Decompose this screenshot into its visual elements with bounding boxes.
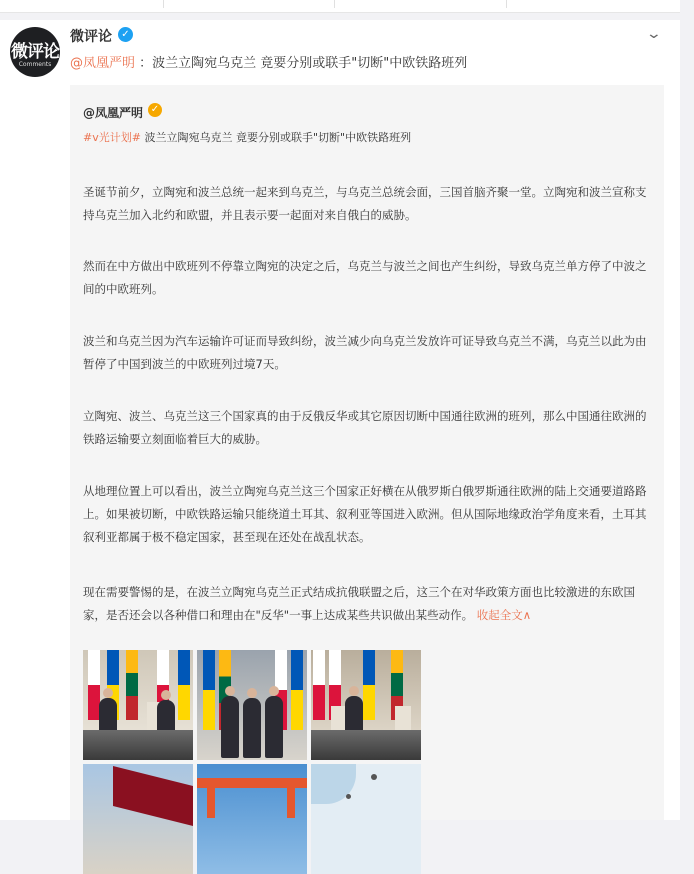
verified-badge-icon: ✓ <box>118 27 133 42</box>
tab-separator <box>506 0 507 8</box>
topic-tag-link[interactable]: #v光计划# <box>83 131 141 144</box>
topic-text: 波兰立陶宛乌克兰 竟要分别或联手"切断"中欧铁路班列 <box>140 131 412 144</box>
chevron-down-icon[interactable]: ⌄ <box>645 26 663 42</box>
collapse-label: 收起全文 <box>476 608 523 622</box>
person <box>243 698 261 758</box>
paragraph: 立陶宛、波兰、乌克兰这三个国家真的由于反俄反华或其它原因切断中国通往欧洲的班列，那么中国通往欧洲的铁路运输要立刻面临着巨大的威胁。 <box>83 409 647 446</box>
avatar-logo-subtext: Comments <box>18 61 52 68</box>
tab-separator <box>334 0 335 8</box>
train-car <box>113 766 193 826</box>
avatar[interactable] <box>10 27 60 77</box>
tab-separator <box>163 0 164 8</box>
flag-lithuania <box>126 650 138 720</box>
post-body: ：波兰立陶宛乌克兰 竟要分别或联手"切断"中欧铁路班列 <box>135 56 468 71</box>
person-head <box>349 686 359 696</box>
post-image-thumbnail[interactable] <box>83 764 193 874</box>
avatar-logo-text: 微评论 <box>11 42 59 62</box>
person-head <box>161 690 171 700</box>
quoted-topic-line <box>83 129 411 145</box>
post-image-thumbnail[interactable] <box>197 650 307 760</box>
post-text <box>70 52 467 71</box>
collapse-text-link[interactable] <box>477 608 531 622</box>
paragraph-text: 现在需要警惕的是，在波兰立陶宛乌克兰正式结成抗俄联盟之后，这三个在对华政策方面也比较激进的东欧国家，是否还会以各种借口和理由在"反华"一事上达成某些共识做出某些动作。 <box>83 585 635 622</box>
person-head <box>103 688 113 698</box>
person <box>221 696 239 758</box>
person-head <box>225 686 235 696</box>
person-head <box>269 686 279 696</box>
flag-ukraine <box>203 650 215 730</box>
flag-ukraine <box>363 650 375 720</box>
crane-leg <box>287 788 295 818</box>
post-image-thumbnail[interactable] <box>197 764 307 874</box>
person <box>265 696 283 758</box>
flag-ukraine <box>291 650 303 730</box>
person-head <box>247 688 257 698</box>
flag-ukraine <box>178 650 190 720</box>
crowd <box>311 730 421 760</box>
crane-leg <box>207 788 215 818</box>
post-image-thumbnail[interactable] <box>311 650 421 760</box>
map-marker-icon <box>371 774 377 780</box>
post-image-thumbnail[interactable] <box>83 650 193 760</box>
post-image-thumbnail[interactable] <box>311 764 421 874</box>
mention-link[interactable]: @凤凰严明 <box>70 56 136 71</box>
account-name[interactable]: 微评论 <box>70 29 112 45</box>
map-marker-icon <box>346 794 351 799</box>
paragraph-last <box>83 581 655 627</box>
paragraph: 圣诞节前夕，立陶宛和波兰总统一起来到乌克兰，与乌克兰总统会面，三国首脑齐聚一堂。立陶宛和波兰宣称支持乌克兰加入北约和欧盟，并且表示要一起面对来自俄白的威胁。 <box>83 185 647 222</box>
chevron-up-icon: ∧ <box>522 608 532 622</box>
paragraph: 从地理位置上可以看出，波兰立陶宛乌克兰这三个国家正好横在从俄罗斯白俄罗斯通往欧洲的陆上交通要道路路上。如果被切断，中欧铁路运输只能绕道土耳其、叙利亚等国进入欧洲。但从国际地缘政治学角度来看，土耳其叙利亚都属于极不稳定国家，甚至现在还处在战乱状态。 <box>83 484 647 544</box>
flag-poland <box>313 650 325 720</box>
crane-beam <box>197 778 307 788</box>
gold-verified-badge-icon: ✓ <box>148 103 162 117</box>
crowd <box>83 730 193 760</box>
quoted-author-name[interactable]: @凤凰严明 <box>83 106 144 120</box>
top-tab-bar <box>0 0 680 13</box>
paragraph: 波兰和乌克兰因为汽车运输许可证而导致纠纷，波兰减少向乌克兰发放许可证导致乌克兰不满，乌克兰以此为由暂停了中国到波兰的中欧班列过境7天。 <box>83 334 647 371</box>
quoted-post <box>70 85 664 820</box>
paragraph: 然而在中方做出中欧班列不停靠立陶宛的决定之后，乌克兰与波兰之间也产生纠纷，导致乌克兰单方停了中波之间的中欧班列。 <box>83 259 647 296</box>
